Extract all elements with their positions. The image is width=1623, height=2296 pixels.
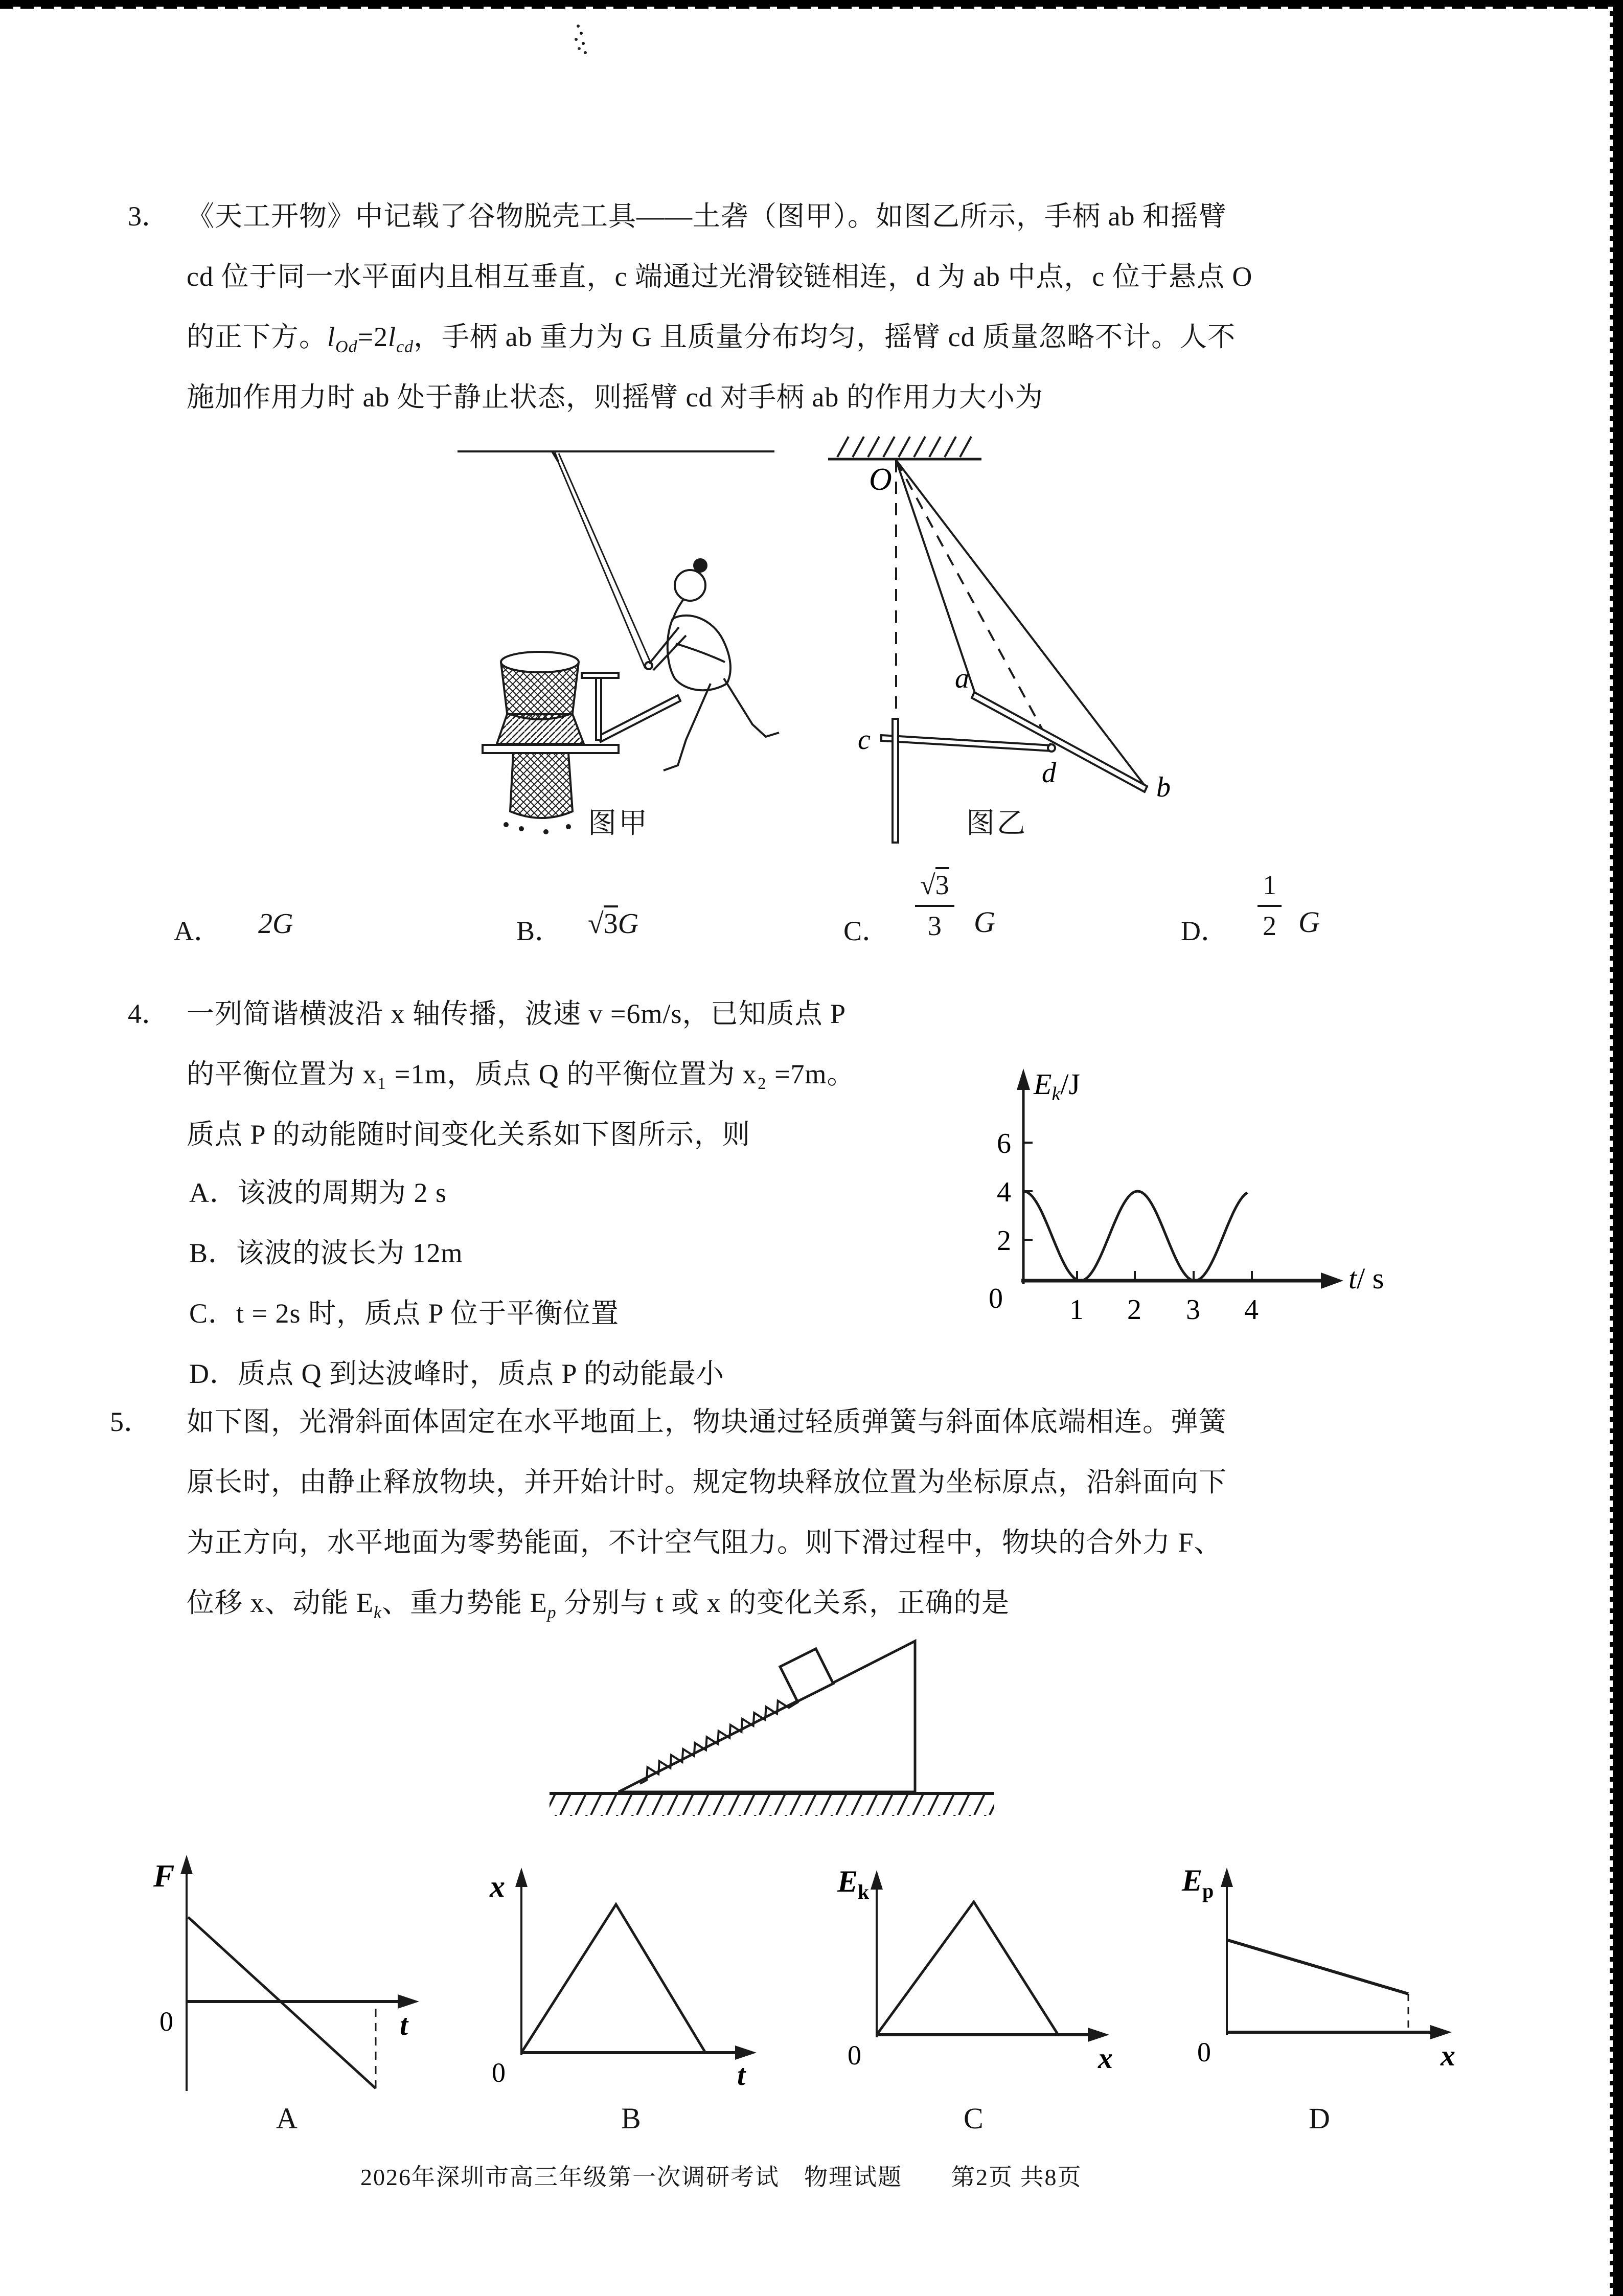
q3-option-d-den: 2 [1263, 911, 1276, 941]
q5-graph-b [460, 1851, 797, 2106]
q5d-y-arrow [1221, 1868, 1233, 1887]
q3-option-c-radicand: 3 [935, 867, 949, 900]
q5d-y-label [1181, 1863, 1214, 1902]
q5b-x-label: t [737, 2058, 746, 2092]
scan-right-strip-artifact [1613, 0, 1623, 2296]
q4-option-d-label: D． [189, 1358, 238, 1389]
q3-option-b-value [588, 907, 638, 940]
q3-line-1: 《天工开物》中记载了谷物脱壳工具——土砻（图甲）。如图乙所示，手柄 ab 和摇臂 [187, 201, 1227, 232]
q3-option-b-sqrt: √ [588, 908, 604, 940]
q5d-ylabel-sub: p [1202, 1879, 1214, 1902]
q3-line-3-pre: 的正下方。 [187, 322, 327, 352]
q4-graph-xtick-1: 1 [1069, 1294, 1084, 1326]
q4-option-c-label: C． [189, 1298, 237, 1329]
q5-ground-hatch [550, 1794, 994, 1816]
q5d-ylabel-E: E [1182, 1863, 1203, 1897]
q4-number: 4． [128, 998, 169, 1029]
q5c-ek-line [877, 1902, 1058, 2035]
q5d-ep-line [1228, 1940, 1408, 1994]
figure-jia-illustration [445, 437, 803, 846]
q3-line-3-sub-Od: Od [335, 337, 358, 356]
q4-graph-ticks [1023, 1143, 1252, 1281]
q3-line-4: 施加作用力时 ab 处于静止状态，则摇臂 cd 对手柄 ab 的作用力大小为 [187, 382, 1043, 413]
q3-line-3 [187, 320, 1236, 358]
q3-option-c-fraction [915, 869, 954, 942]
q4-xlabel-unit: / s [1357, 1262, 1384, 1295]
scan-smudge [577, 25, 580, 28]
q5-line-4 [187, 1586, 1010, 1624]
q4-option-c [189, 1297, 619, 1331]
q3-option-b-suffix: G [618, 908, 639, 940]
q4-ek-t-graph [946, 1063, 1385, 1329]
yi-post-at-c [893, 719, 898, 843]
scan-top-edge-noise [0, 7, 1623, 9]
q5c-x-label: x [1098, 2041, 1113, 2075]
q4-graph-x-arrow [1321, 1272, 1343, 1289]
q5b-x-arrow [735, 2045, 757, 2060]
q4-graph-y-label [1033, 1067, 1080, 1105]
jia-scene [458, 451, 779, 833]
q3-line-3-sub-cd: cd [396, 337, 414, 356]
q5b-y-arrow [515, 1868, 528, 1887]
q4-option-b-label: B． [189, 1238, 237, 1268]
q3-line-3-post: ，手柄 ab 重力为 G 且质量分布均匀，摇臂 cd 质量忽略不计。人不 [414, 322, 1236, 352]
q5a-y-label: F [153, 1859, 175, 1894]
q5a-x-arrow [398, 1994, 419, 2009]
q3-option-c-den: 3 [927, 911, 942, 941]
q3-line-3-var-l2: l [388, 322, 397, 352]
q5-graph-a [118, 1851, 435, 2106]
scan-top-bar-artifact [0, 0, 1623, 7]
q5-line-2: 原长时，由静止释放物块，并开始计时。规定物块释放位置为坐标原点，沿斜面向下 [187, 1467, 1227, 1497]
q4-graph-xtick-2: 2 [1127, 1294, 1141, 1326]
yi-label-d: d [1042, 757, 1056, 789]
q5b-x-line [521, 1904, 705, 2053]
q4-graph-y-arrow [1017, 1069, 1030, 1090]
yi-label-c: c [858, 724, 871, 756]
q3-option-c-label: C． [843, 916, 890, 946]
yi-rope-Oa [896, 460, 975, 694]
q5c-origin: 0 [848, 2040, 861, 2071]
yi-rod-cd [881, 735, 1052, 751]
q4-graph-x-label [1348, 1262, 1384, 1295]
q4-graph-ytick-2: 2 [997, 1225, 1011, 1257]
q5-line-4-sub-p: p [547, 1603, 557, 1622]
q4-graph-origin: 0 [989, 1283, 1003, 1314]
q5c-y-arrow [871, 1870, 883, 1890]
q3-option-a-label: A． [174, 916, 221, 946]
q5-graph-d [1171, 1851, 1518, 2106]
yi-label-a: a [955, 663, 969, 694]
q3-option-b-radicand: 3 [604, 905, 618, 940]
q3-line-3-var-l1: l [327, 322, 336, 352]
q5-number: 5． [110, 1406, 151, 1437]
q5c-ylabel-E: E [837, 1865, 858, 1898]
q3-option-d-label: D． [1181, 916, 1228, 946]
q5a-origin: 0 [159, 2006, 173, 2037]
q5-incline-triangle [619, 1641, 915, 1792]
q5a-y-arrow [180, 1855, 193, 1874]
q4-line-1: 一列简谐横波沿 x 轴传播，波速 v =6m/s，已知质点 P [187, 998, 847, 1029]
q5b-origin: 0 [492, 2057, 506, 2088]
yi-dashed-Od [896, 460, 1051, 746]
jia-person [645, 559, 779, 770]
yi-hinge-d [1048, 744, 1055, 752]
q5-graph-b-caption: B [621, 2102, 641, 2135]
q5d-x-arrow [1430, 2025, 1452, 2039]
yi-ceiling-hatch [837, 437, 971, 457]
q4-graph-ek-curve [1023, 1191, 1247, 1281]
q4-ylabel-unit: /J [1060, 1067, 1080, 1101]
yi-label-b: b [1156, 771, 1171, 803]
figure-jia-caption: 图甲 [588, 808, 649, 839]
figure-yi-caption: 图乙 [966, 808, 1027, 839]
q5-line-4-sub-k: k [374, 1603, 382, 1622]
q4-graph-ytick-6: 6 [997, 1128, 1011, 1160]
q4-option-a [189, 1176, 447, 1211]
q3-option-b-label: B． [516, 916, 563, 946]
q5-line-4-mid: 、重力势能 E [382, 1587, 547, 1618]
q5-graph-c [828, 1851, 1165, 2106]
q3-option-c-sqrt: √ [920, 870, 935, 900]
q4-line-3: 质点 P 的动能随时间变化关系如下图所示，则 [187, 1119, 751, 1150]
q5-line-4-pre: 位移 x、动能 E [187, 1587, 374, 1618]
q4-option-a-text: 该波的周期为 2 s [238, 1177, 447, 1208]
q3-option-d-G: G [1298, 905, 1320, 939]
yi-label-O: O [869, 462, 892, 497]
q5-graph-d-caption: D [1309, 2102, 1330, 2135]
q5-incline-figure [527, 1631, 1068, 1835]
q4-xlabel-var: t [1348, 1262, 1357, 1295]
page-footer: 2026年深圳市高三年级第一次调研考试 物理试题 第2页 共8页 [360, 2164, 1082, 2190]
q3-option-a-value: 2G [258, 908, 293, 940]
q3-line-2: cd 位于同一水平面内且相互垂直，c 端通过光滑铰链相连，d 为 ab 中点，c 位于悬点 O [187, 261, 1253, 292]
q5-line-4-post: 分别与 t 或 x 的变化关系，正确的是 [556, 1587, 1010, 1618]
q5d-x-label: x [1441, 2039, 1455, 2072]
q4-option-b [189, 1236, 463, 1271]
q5d-origin: 0 [1197, 2037, 1211, 2067]
q3-option-d-num: 1 [1258, 869, 1282, 907]
q5c-x-arrow [1088, 2028, 1109, 2042]
jia-handle-rod [582, 673, 680, 742]
jia-rope [555, 453, 651, 668]
q4-ylabel-E: E [1034, 1067, 1052, 1101]
q3-line-3-mid: =2 [357, 322, 388, 352]
q5c-ylabel-sub: k [858, 1880, 870, 1903]
q5b-y-label: x [490, 1870, 505, 1903]
figure-yi-diagram [828, 429, 1206, 849]
q3-option-d-fraction [1258, 869, 1282, 942]
q5-graph-c-caption: C [964, 2102, 984, 2135]
q4-graph-xtick-4: 4 [1244, 1294, 1259, 1326]
q3-number: 3． [128, 201, 169, 232]
q3-option-c-G: G [974, 905, 995, 939]
scan-right-edge-noise [1610, 0, 1614, 2296]
q4-option-d-text: 质点 Q 到达波峰时，质点 P 的动能最小 [238, 1358, 725, 1389]
q4-graph-xtick-3: 3 [1186, 1294, 1200, 1326]
q5c-y-label [837, 1865, 870, 1903]
q5-line-3: 为正方向，水平地面为零势能面，不计空气阻力。则下滑过程中，物块的合外力 F、 [187, 1527, 1222, 1558]
q4-option-c-text: t = 2s 时，质点 P 位于平衡位置 [236, 1298, 620, 1329]
q4-option-a-label: A． [189, 1177, 238, 1208]
q5a-x-label: t [400, 2008, 408, 2041]
q5-graph-a-caption: A [276, 2102, 298, 2135]
q4-graph-ytick-4: 4 [997, 1176, 1011, 1208]
q4-option-d [189, 1357, 724, 1392]
q4-line-2: 的平衡位置为 x₁ =1m，质点 Q 的平衡位置为 x₂ =7m。 [187, 1059, 855, 1089]
q4-ylabel-sub: k [1051, 1083, 1061, 1105]
q5-line-1: 如下图，光滑斜面体固定在水平地面上，物块通过轻质弹簧与斜面体底端相连。弹簧 [187, 1406, 1227, 1437]
q4-option-b-text: 该波的波长为 12m [236, 1238, 463, 1268]
